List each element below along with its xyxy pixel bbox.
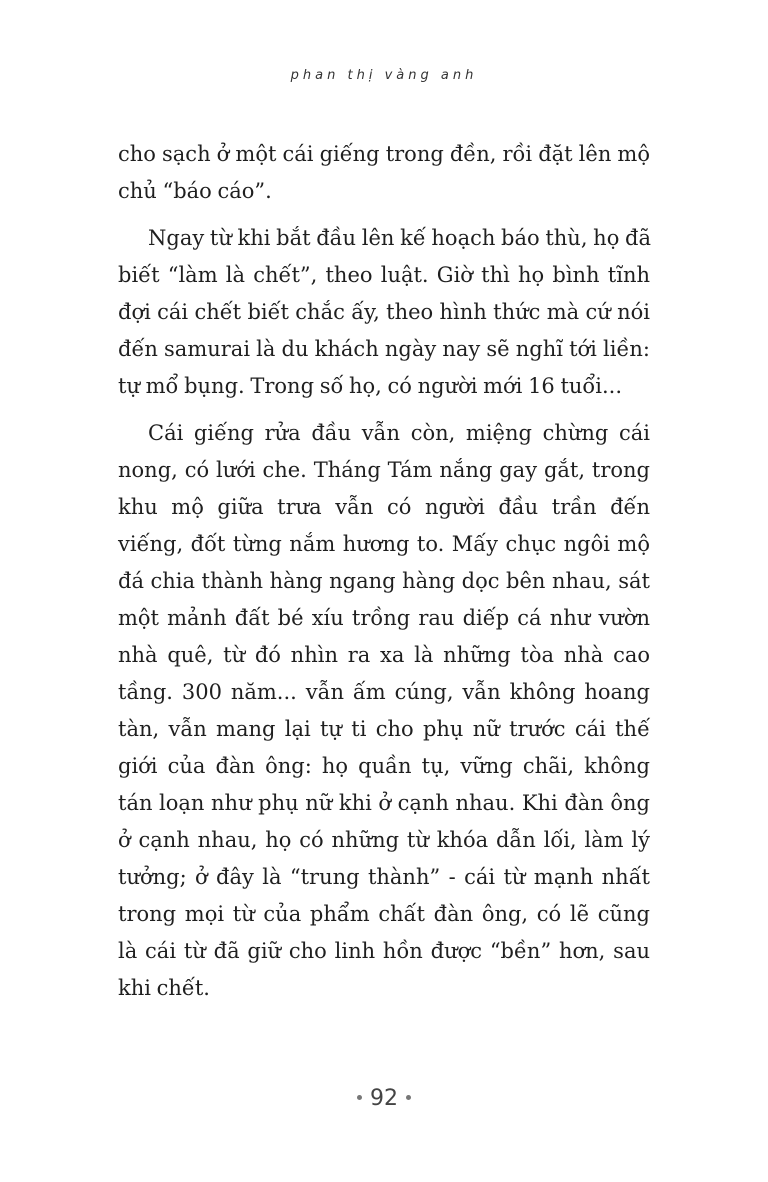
text-line: nong, có lưới che. Tháng Tám nắng gay gắt, trong: [118, 458, 650, 482]
text-line: Ngay từ khi bắt đầu lên kế hoạch báo thù, họ đã: [148, 226, 651, 250]
page-number: [0, 1086, 768, 1111]
text-line: ở cạnh nhau, họ có những từ khóa dẫn lối, làm lý: [118, 828, 650, 852]
text-line: đợi cái chết biết chắc ấy, theo hình thức mà cứ nói: [118, 300, 650, 324]
text-line: biết “làm là chết”, theo luật. Giờ thì họ bình tĩnh: [118, 263, 650, 287]
paragraph-2: [118, 220, 650, 405]
text-line: nhà quê, từ đó nhìn ra xa là những tòa nhà cao: [118, 643, 650, 667]
text-line: chủ “báo cáo”.: [118, 179, 272, 203]
text-line: tán loạn như phụ nữ khi ở cạnh nhau. Khi đàn ông: [118, 791, 650, 815]
running-header: phan thị vàng anh: [290, 68, 478, 83]
text-line: cho sạch ở một cái giếng trong đền, rồi đặt lên mộ: [118, 142, 650, 166]
bullet-dot-icon: [406, 1095, 411, 1100]
text-line: viếng, đốt từng nắm hương to. Mấy chục ngôi mộ: [118, 532, 650, 556]
text-line: tầng. 300 năm... vẫn ấm cúng, vẫn không hoang: [118, 680, 650, 704]
body-text: [118, 136, 650, 1007]
text-line: trong mọi từ của phẩm chất đàn ông, có lẽ cũng: [118, 902, 650, 926]
text-line: khu mộ giữa trưa vẫn có người đầu trần đến: [118, 495, 650, 519]
text-line: Cái giếng rửa đầu vẫn còn, miệng chừng cái: [148, 421, 650, 445]
paragraph-3: [118, 415, 650, 1007]
bullet-dot-icon: [357, 1095, 362, 1100]
text-line: đá chia thành hàng ngang hàng dọc bên nhau, sát: [118, 569, 650, 593]
text-line: đến samurai là du khách ngày nay sẽ nghĩ tới liền:: [118, 337, 650, 361]
text-line: tưởng; ở đây là “trung thành” - cái từ mạnh nhất: [118, 865, 650, 889]
paragraph-1: [118, 136, 650, 210]
text-line: tàn, vẫn mang lại tự ti cho phụ nữ trước cái thế: [118, 717, 650, 741]
text-line: tự mổ bụng. Trong số họ, có người mới 16 tuổi...: [118, 374, 623, 398]
text-line: là cái từ đã giữ cho linh hồn được “bền” hơn, sau: [118, 939, 650, 963]
page-number-value: 92: [370, 1086, 398, 1111]
text-line: giới của đàn ông: họ quần tụ, vững chãi, không: [118, 754, 650, 778]
text-line: khi chết.: [118, 976, 210, 1000]
text-line: một mảnh đất bé xíu trồng rau diếp cá như vườn: [118, 606, 650, 630]
